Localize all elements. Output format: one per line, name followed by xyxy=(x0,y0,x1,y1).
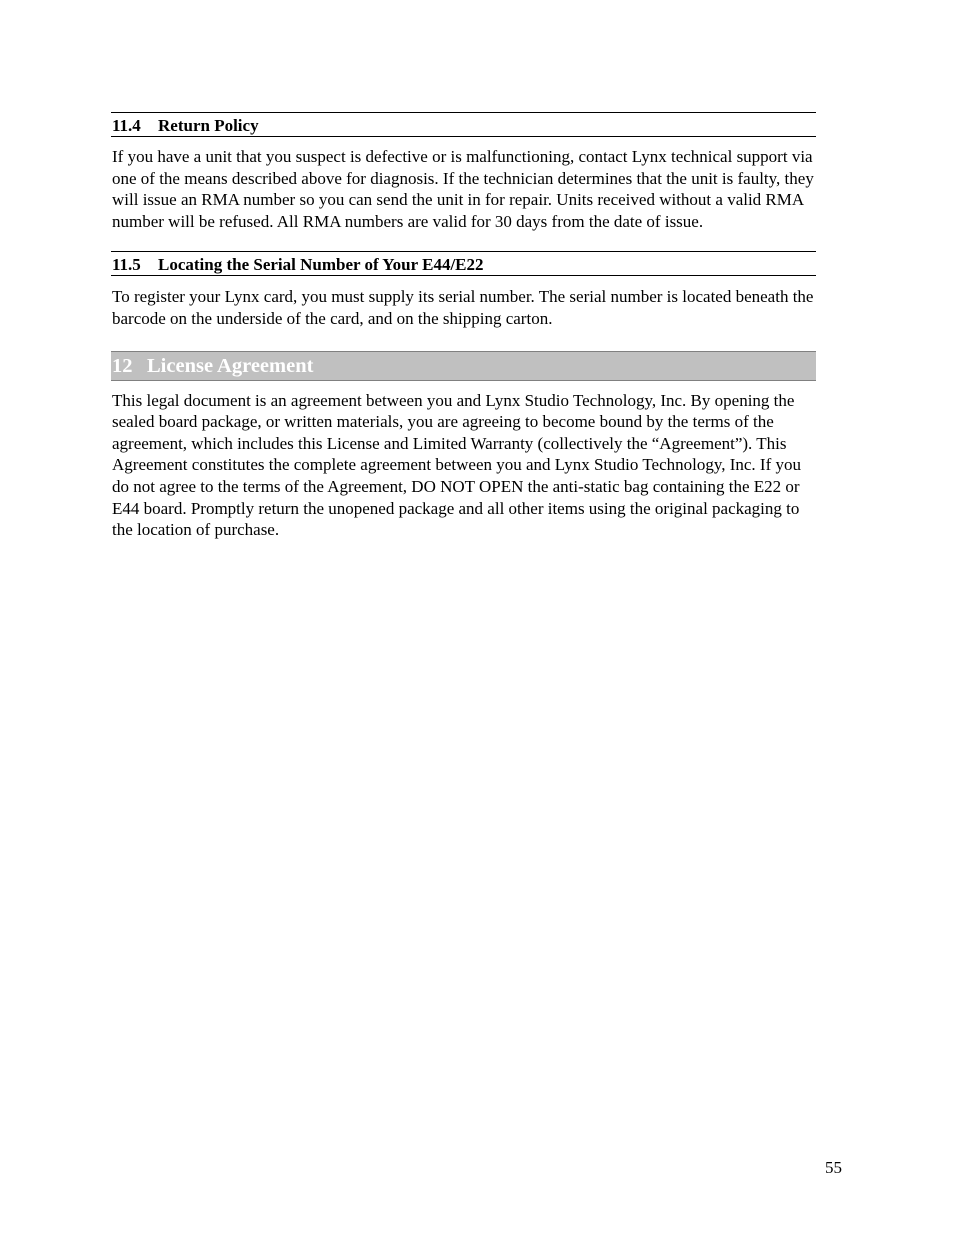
section-heading-serial-number xyxy=(111,251,816,276)
serial-number-paragraph: To register your Lynx card, you must supply its serial number. The serial number is located beneath the barcode on the underside of the card, and on the shipping carton. xyxy=(112,287,814,328)
return-policy-paragraph: If you have a unit that you suspect is defective or is malfunctioning, contact Lynx technical support via one of the means described above for diagnosis. If the technician determines that the unit is faulty, they will issue an RMA number so you can send the unit in for repair. Units received without a valid RMA number will be refused. All RMA numbers are valid for 30 days from the date of issue. xyxy=(112,147,814,231)
section-heading-return-policy xyxy=(111,112,816,137)
section-number: 11.4 xyxy=(112,116,141,135)
chapter-title: License Agreement xyxy=(147,354,314,377)
section-title: Return Policy xyxy=(158,116,259,135)
document-page xyxy=(111,112,816,541)
license-agreement-paragraph: This legal document is an agreement between you and Lynx Studio Technology, Inc. By opening the sealed board package, or written materials, you are agreeing to become bound by the terms of the agreement, which includes this License and Limited Warranty (collectively the “Agreement”). This Agreement constitutes the complete agreement between you and Lynx Studio Technology, Inc. If you do not agree to the terms of the Agreement, DO NOT OPEN the anti-static bag containing the E22 or E44 board. Promptly return the unopened package and all other items using the original packaging to the location of purchase. xyxy=(112,390,802,540)
section-title: Locating the Serial Number of Your E44/E22 xyxy=(158,255,484,275)
chapter-heading-license-agreement xyxy=(111,351,816,381)
chapter-number: 12 xyxy=(112,354,133,377)
section-number: 11.5 xyxy=(112,255,141,275)
page-number: 55 xyxy=(825,1158,842,1177)
